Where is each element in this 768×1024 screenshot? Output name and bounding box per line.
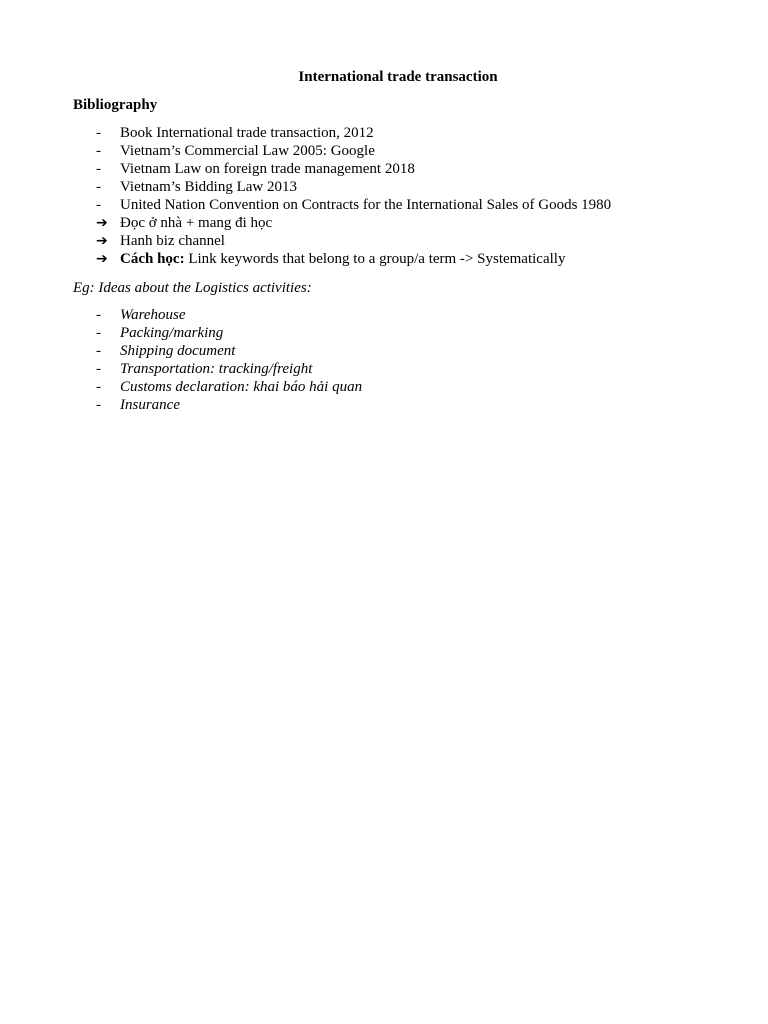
example-intro: Eg: Ideas about the Logistics activities: (73, 280, 312, 296)
arrow-right-icon: ➔ (96, 215, 108, 231)
dash-bullet: - (96, 197, 101, 213)
note-text: Đọc ở nhà + mang đi học (120, 215, 273, 231)
logistics-item-text: Insurance (120, 397, 180, 413)
note-bold-label: Cách học: (120, 251, 185, 267)
dash-bullet: - (96, 379, 101, 395)
note-text: Hanh biz channel (120, 233, 225, 249)
note-text: Link keywords that belong to a group/a term -> Systematically (184, 251, 566, 267)
bibliography-item-text: Vietnam’s Commercial Law 2005: Google (120, 143, 375, 159)
bibliography-item-text: Vietnam’s Bidding Law 2013 (120, 179, 297, 195)
bibliography-item-text: Book International trade transaction, 2012 (120, 125, 374, 141)
logistics-item-text: Shipping document (120, 343, 236, 359)
logistics-item-text: Packing/marking (120, 325, 224, 341)
logistics-item-text: Customs declaration: khai báo hải quan (120, 379, 363, 395)
dash-bullet: - (96, 397, 101, 413)
bibliography-item-text: United Nation Convention on Contracts for the International Sales of Goods 1980 (120, 197, 612, 213)
bibliography-item-text: Vietnam Law on foreign trade management 2018 (120, 161, 415, 177)
dash-bullet: - (96, 143, 101, 159)
arrow-right-icon: ➔ (96, 251, 108, 267)
dash-bullet: - (96, 307, 101, 323)
dash-bullet: - (96, 125, 101, 141)
dash-bullet: - (96, 325, 101, 341)
bibliography-heading: Bibliography (73, 97, 158, 113)
logistics-item-text: Transportation: tracking/freight (120, 361, 313, 377)
dash-bullet: - (96, 361, 101, 377)
dash-bullet: - (96, 179, 101, 195)
arrow-right-icon: ➔ (96, 233, 108, 249)
dash-bullet: - (96, 343, 101, 359)
document-title: International trade transaction (298, 69, 498, 85)
dash-bullet: - (96, 161, 101, 177)
logistics-item-text: Warehouse (120, 307, 186, 323)
note-text-with-label (120, 250, 565, 268)
